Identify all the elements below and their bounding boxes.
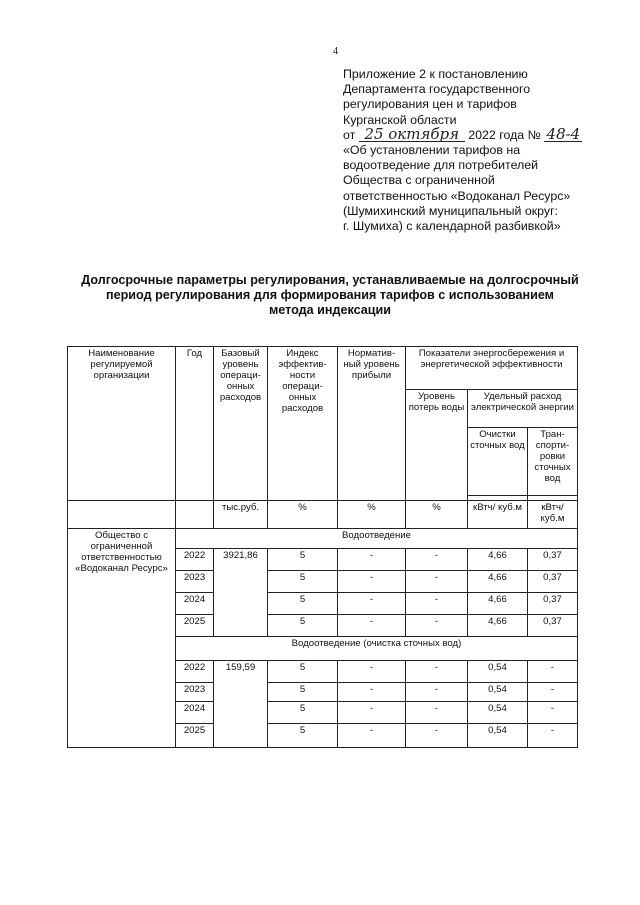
header-energy-indicators: Показатели энергосбережения и энергетической эффективности <box>406 347 578 390</box>
row-profit: - <box>338 702 406 724</box>
from-label: от <box>343 127 356 142</box>
row-loss: - <box>406 661 468 683</box>
row-profit: - <box>338 571 406 593</box>
row-index: 5 <box>268 702 338 724</box>
row-treatment: 4,66 <box>468 549 528 571</box>
row-index: 5 <box>268 571 338 593</box>
row-year: 2024 <box>176 702 214 724</box>
row-treatment: 0,54 <box>468 683 528 702</box>
appendix-line: (Шумихинский муниципальный округ: <box>343 203 559 218</box>
row-index: 5 <box>268 683 338 702</box>
unit-loss: % <box>406 501 468 529</box>
row-treatment: 0,54 <box>468 661 528 683</box>
handwritten-date: 25 октября <box>359 128 465 142</box>
row-loss: - <box>406 615 468 637</box>
row-transport: - <box>528 724 578 748</box>
row-loss: - <box>406 724 468 748</box>
row-transport: 0,37 <box>528 593 578 615</box>
row-loss: - <box>406 549 468 571</box>
appendix-block <box>343 67 628 234</box>
appendix-line: водоотведение для потребителей <box>343 158 539 173</box>
title-line: метода индексации <box>268 303 392 317</box>
header-profit-level: Норматив-ный уровень прибыли <box>338 347 406 501</box>
row-transport: 0,37 <box>528 615 578 637</box>
row-transport: - <box>528 683 578 702</box>
row-loss: - <box>406 702 468 724</box>
row-year: 2022 <box>176 661 214 683</box>
year-text: 2022 года № <box>468 127 541 142</box>
appendix-line: ответственностью «Водоканал Ресурс» <box>343 188 571 203</box>
row-index: 5 <box>268 661 338 683</box>
row-loss: - <box>406 571 468 593</box>
appendix-line: Департамента государственного <box>343 82 531 97</box>
row-profit: - <box>338 615 406 637</box>
parameters-table <box>67 346 578 748</box>
header-year: Год <box>176 347 214 501</box>
title-line: Долгосрочные параметры регулирования, устанавливаемые на долгосрочный <box>81 273 579 287</box>
row-transport: 0,37 <box>528 571 578 593</box>
appendix-line: регулирования цен и тарифов <box>343 97 517 112</box>
row-year: 2024 <box>176 593 214 615</box>
header-treatment: Очистки сточных вод <box>468 428 528 496</box>
unit-transport: кВтч/ куб.м <box>528 501 578 529</box>
section-title: Водоотведение <box>176 529 578 549</box>
appendix-line: Общества с ограниченной <box>343 173 495 188</box>
row-transport: 0,37 <box>528 549 578 571</box>
row-index: 5 <box>268 615 338 637</box>
base-value: 3921,86 <box>214 549 268 637</box>
row-loss: - <box>406 683 468 702</box>
row-profit: - <box>338 683 406 702</box>
appendix-line: Приложение 2 к постановлению <box>343 67 528 81</box>
row-index: 5 <box>268 724 338 748</box>
row-profit: - <box>338 661 406 683</box>
unit-index: % <box>268 501 338 529</box>
header-transport: Тран-спорти-ровки сточных вод <box>528 428 578 496</box>
row-year: 2025 <box>176 724 214 748</box>
base-value: 159,59 <box>214 661 268 748</box>
row-profit: - <box>338 549 406 571</box>
row-treatment: 4,66 <box>468 593 528 615</box>
row-loss: - <box>406 593 468 615</box>
row-profit: - <box>338 724 406 748</box>
row-treatment: 4,66 <box>468 615 528 637</box>
row-treatment: 0,54 <box>468 702 528 724</box>
appendix-line: г. Шумиха) с календарной разбивкой» <box>343 219 561 234</box>
section-title: Водоотведение (очистка сточных вод) <box>176 637 578 661</box>
title-line: период регулирования для формирования тарифов с использованием <box>106 288 554 302</box>
handwritten-number: 48-4 <box>544 128 582 142</box>
unit-profit: % <box>338 501 406 529</box>
row-treatment: 0,54 <box>468 724 528 748</box>
row-year: 2023 <box>176 683 214 702</box>
row-transport: - <box>528 702 578 724</box>
row-transport: - <box>528 661 578 683</box>
header-water-loss: Уровень потерь воды <box>406 390 468 501</box>
header-base-level: Базовый уровень операци-онных расходов <box>214 347 268 501</box>
document-title <box>60 273 600 318</box>
row-profit: - <box>338 593 406 615</box>
organization-name: Общество с ограниченной ответственностью «Водоканал Ресурс» <box>68 529 176 748</box>
row-year: 2023 <box>176 571 214 593</box>
unit-treatment: кВтч/ куб.м <box>468 501 528 529</box>
appendix-line: Курганской области <box>343 112 457 127</box>
row-index: 5 <box>268 549 338 571</box>
appendix-line: «Об установлении тарифов на <box>343 143 521 158</box>
unit-base: тыс.руб. <box>214 501 268 529</box>
row-index: 5 <box>268 593 338 615</box>
row-year: 2022 <box>176 549 214 571</box>
page-number: 4 <box>333 46 338 57</box>
header-specific-consumption: Удельный расход электрической энергии <box>468 390 578 428</box>
appendix-date-line <box>343 124 628 143</box>
row-year: 2025 <box>176 615 214 637</box>
row-treatment: 4,66 <box>468 571 528 593</box>
header-organization: Наименование регулируемой организации <box>68 347 176 501</box>
header-efficiency-index: Индекс эффектив-ности операци-онных расходов <box>268 347 338 501</box>
